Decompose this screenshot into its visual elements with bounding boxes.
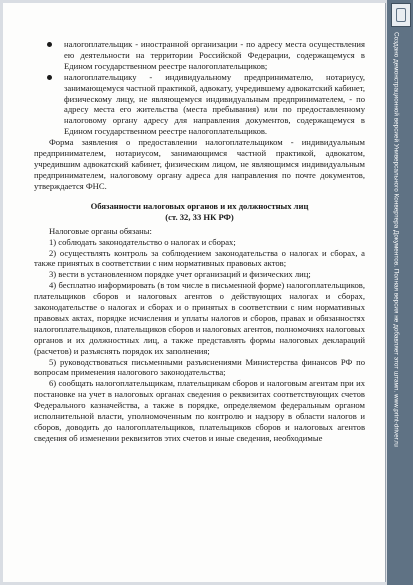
paragraph: 3) вести в установленном порядке учет организаций и физических лиц; bbox=[49, 269, 311, 280]
bullet-text: налогоплательщику - индивидуальному предпринимателю, нотариусу, занимающемуся частной практикой, адвокату, учредившему адвокатский кабинет, физическому лицу, не являющемуся индивидуальным предпринимателем, - по адресу места его жительства (места пребывания) или по предоставленному налоговому органу адресу для направления документов, содержащемуся в Едином государственном реестре налогоплательщиков. bbox=[64, 71, 365, 137]
bullet-item bbox=[34, 39, 365, 72]
section-heading-reference: (ст. 32, 33 НК РФ) bbox=[165, 211, 234, 222]
paragraph: 2) осуществлять контроль за соблюдением законодательства о налогах и сборах, а также принятых в соответствии с ним нормативных правовых актов; bbox=[34, 247, 365, 269]
paragraph: 1) соблюдать законодательство о налогах и сборах; bbox=[49, 236, 236, 247]
paragraph: 4) бесплатно информировать (в том числе в письменной форме) налогоплательщиков, плательщиков сборов и налоговых агентов о действующих налогах и сборах, законодательстве о налогах и сборах и о принятых в соответствии с ним нормативных правовых актах, порядке исчисления и уплаты налогов и сборов, правах и обязанностях налогоплательщиков, плательщиков сборов и налоговых агентов, полномочиях налоговых органов и их должностных лиц, а также представлять формы налоговых деклараций (расчетов) и разъяснять порядок их заполнения; bbox=[34, 280, 365, 356]
document-page bbox=[3, 3, 386, 582]
bullet-dot-icon bbox=[47, 42, 52, 47]
paragraph: 5) руководствоваться письменными разъяснениями Министерства финансов РФ по вопросам применения налогового законодательства; bbox=[34, 356, 365, 378]
bullet-list bbox=[34, 39, 365, 137]
intro-paragraph: Форма заявления о предоставлении налогоплательщиком - индивидуальным предпринимателем, нотариусом, занимающимся частной практикой, адвокатом, учредившим адвокатский кабинет, физическим лицом, не являющимся индивидуальным предпринимателем, налоговому органу адреса для направления по почте документов, утверждается ФНС. bbox=[34, 137, 365, 191]
watermark-sidebar bbox=[387, 0, 413, 585]
paragraph: Налоговые органы обязаны: bbox=[49, 225, 152, 236]
converter-logo-icon bbox=[391, 3, 411, 27]
watermark-text: Создано демонстрационной версией Универсального Конвертера Документов. Полная версия не добавляет этот штамп. www.print-driver.ru bbox=[392, 32, 400, 447]
document-body bbox=[34, 39, 365, 444]
bullet-text: налогоплательщик - иностранной организации - по адресу места осуществления ею деятельности на территории Российской Федерации, содержащемуся в Едином государственном реестре налогоплательщиков; bbox=[64, 39, 365, 71]
bullet-item bbox=[34, 72, 365, 137]
section-heading bbox=[34, 201, 365, 223]
paragraph: 6) сообщать налогоплательщикам, плательщикам сборов и налоговым агентам при их постановке на учет в налоговых органах сведения о реквизитах соответствующих счетов Федерального казначейства, а также в порядке, определяемом федеральным органом исполнительной власти, уполномоченным по контролю и надзору в области налогов и сборов, доводить до налогоплательщиков, плательщиков сборов и налоговых агентов сведения об изменении реквизитов этих счетов и иные сведения, необходимые bbox=[34, 378, 365, 443]
section-heading-title: Обязанности налоговых органов и их должностных лиц bbox=[90, 200, 309, 211]
bullet-dot-icon bbox=[47, 75, 52, 80]
